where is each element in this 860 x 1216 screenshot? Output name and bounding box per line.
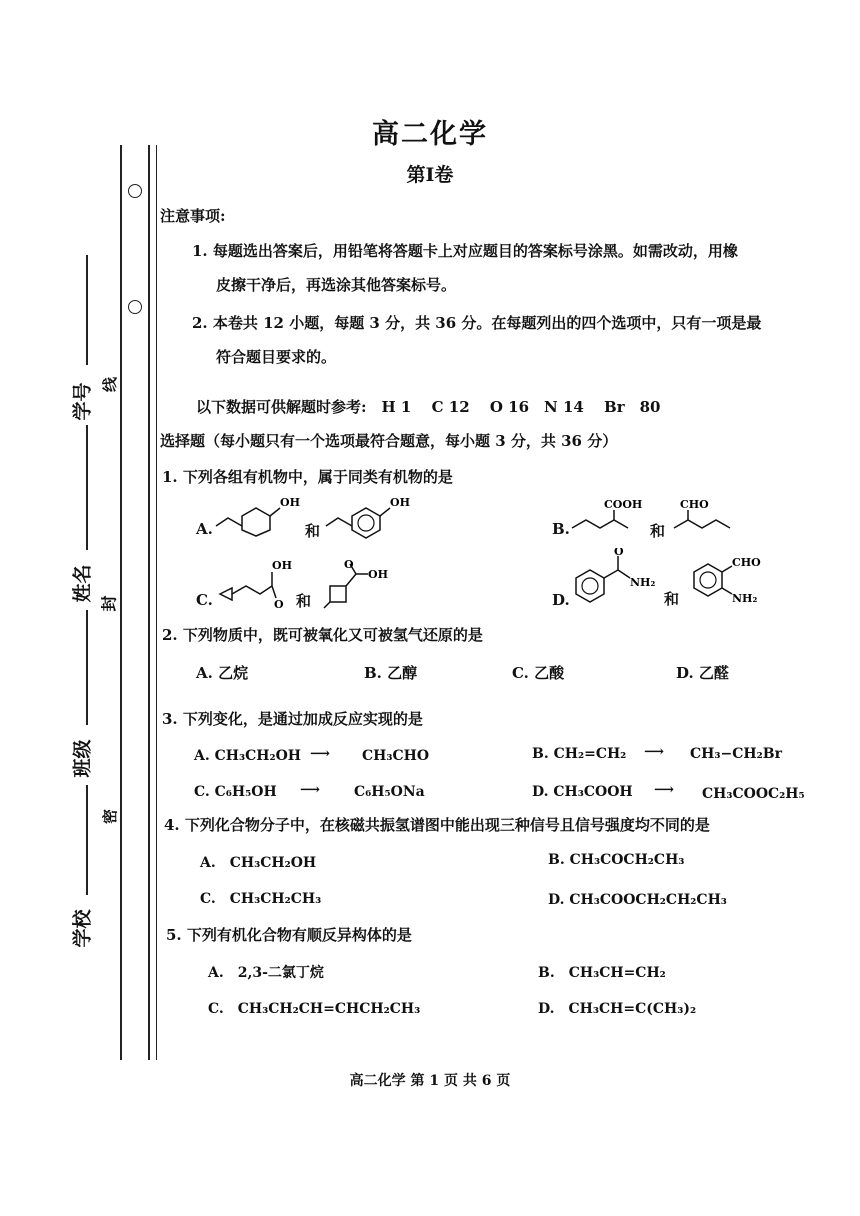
label-student-number: 学号 (71, 382, 94, 421)
q3-option-a-arrow: ⟶ (310, 746, 331, 762)
q1-b-acid (568, 498, 658, 538)
q1-c-oh-label: OH (272, 559, 292, 572)
q1-d-and: 和 (664, 590, 680, 608)
q3-option-c-arrow: ⟶ (300, 782, 321, 798)
blank-class[interactable] (86, 610, 88, 725)
q4-option-c[interactable]: C. CH₃CH₂CH₃ (200, 891, 322, 907)
q3-option-d-left[interactable]: D. CH₃COOH (532, 784, 633, 800)
punch-hole-bottom (128, 300, 142, 314)
note-1-line-2: 皮擦干净后，再选涂其他答案标号。 (216, 276, 457, 294)
svg-text:O: O (274, 598, 284, 608)
note-2-line-1: 2. 本卷共 12 小题，每题 3 分，共 36 分。在每题列出的四个选项中，只有一项是最 (192, 314, 762, 332)
q3-stem: 3. 下列变化，是通过加成反应实现的是 (162, 710, 423, 728)
q3-option-b-left[interactable]: B. CH₂=CH₂ (532, 746, 627, 762)
q5-option-a[interactable]: A. 2,3-二氯丁烷 (208, 965, 324, 981)
q2-stem: 2. 下列物质中，既可被氧化又可被氢气还原的是 (162, 626, 483, 644)
q1-d-benzamide (568, 548, 668, 608)
page-footer: 高二化学 第 1 页 共 6 页 (349, 1073, 511, 1089)
q1-option-b-letter[interactable]: B. (552, 520, 570, 538)
q1-c-and: 和 (296, 592, 312, 610)
q1-b-cooh-label: COOH (604, 498, 643, 511)
q3-option-c-right: C₆H₅ONa (354, 784, 425, 800)
q1-option-a-letter[interactable]: A. (196, 520, 213, 538)
q4-option-a[interactable]: A. CH₃CH₂OH (200, 855, 317, 871)
notes-heading: 注意事项: (160, 207, 226, 225)
q2-option-d[interactable]: D. 乙醛 (676, 664, 729, 682)
q3-option-a-left[interactable]: A. CH₃CH₂OH (194, 748, 302, 764)
q3-option-b-arrow: ⟶ (644, 744, 665, 760)
q3-option-d-arrow: ⟶ (654, 782, 675, 798)
note-1-line-1: 1. 每题选出答案后，用铅笔将答题卡上对应题目的答案标号涂黑。如需改动，用橡 (192, 242, 738, 260)
binding-line-inner (156, 145, 157, 1060)
q1-option-d-letter[interactable]: D. (552, 591, 570, 609)
q5-option-b[interactable]: B. CH₃CH=CH₂ (538, 965, 666, 981)
q1-d-nh2-label: NH₂ (630, 576, 656, 589)
q1-b-aldehyde (670, 498, 750, 538)
section-volume: 第I卷 (406, 164, 454, 186)
q3-option-d-right: CH₃COOC₂H₅ (702, 786, 805, 802)
q1-b-cho-label: CHO (680, 498, 709, 511)
section-heading: 选择题（每小题只有一个选项最符合题意，每小题 3 分，共 36 分） (160, 432, 618, 450)
q2-option-c[interactable]: C. 乙酸 (512, 664, 565, 682)
blank-school[interactable] (86, 785, 88, 895)
q1-b-and: 和 (650, 522, 666, 540)
q1-d2-nh2-label: NH₂ (732, 592, 758, 605)
q1-a-and: 和 (305, 522, 321, 540)
q1-d-aminobenzaldehyde (686, 554, 786, 610)
q1-c2-oh-label: OH (368, 568, 388, 581)
q1-c-cyclopropyl-acid (214, 558, 304, 608)
q5-option-d[interactable]: D. CH₃CH=C(CH₃)₂ (538, 1001, 697, 1017)
q1-a-phenol-oh-label: OH (390, 496, 410, 509)
q1-c-cyclobutane-acid (316, 560, 396, 610)
q1-a-cyclohexanol (212, 492, 302, 547)
q1-option-c-letter[interactable]: C. (196, 591, 213, 609)
binding-line-left (120, 145, 122, 1060)
q1-stem: 1. 下列各组有机物中，属于同类有机物的是 (162, 468, 453, 486)
q3-option-a-right: CH₃CHO (362, 748, 430, 764)
seal-feng: 封 (99, 595, 119, 612)
binding-line-right (148, 145, 150, 1060)
q3-option-c-left[interactable]: C. C₆H₅OH (194, 784, 277, 800)
q1-a-oh-label: OH (280, 496, 300, 509)
seal-mi: 密 (101, 808, 120, 825)
q4-option-b[interactable]: B. CH₃COCH₂CH₃ (548, 852, 685, 868)
label-class: 班级 (71, 739, 94, 778)
q4-option-d[interactable]: D. CH₃COOCH₂CH₂CH₃ (548, 892, 727, 908)
q2-option-b[interactable]: B. 乙醇 (364, 664, 418, 682)
note-2-line-2: 符合题目要求的。 (216, 348, 337, 366)
reference-data: 以下数据可供解题时参考: H 1 C 12 O 16 N 14 Br 80 (196, 398, 661, 416)
q4-stem: 4. 下列化合物分子中，在核磁共振氢谱图中能出现三种信号且信号强度均不同的是 (164, 816, 710, 834)
seal-xian: 线 (101, 376, 120, 393)
q1-a-phenol (322, 492, 422, 547)
svg-text:O: O (344, 560, 354, 571)
q2-option-a[interactable]: A. 乙烷 (196, 664, 249, 682)
q3-option-b-right: CH₃−CH₂Br (690, 746, 782, 762)
svg-text:O: O (614, 548, 624, 558)
q5-option-c[interactable]: C. CH₃CH₂CH=CHCH₂CH₃ (208, 1001, 421, 1017)
label-school: 学校 (71, 909, 94, 948)
label-name: 姓名 (71, 564, 94, 603)
blank-name[interactable] (86, 425, 88, 550)
page-title: 高二化学 (372, 119, 488, 150)
q1-d-cho-label: CHO (732, 556, 761, 569)
blank-student-number[interactable] (86, 255, 88, 365)
q5-stem: 5. 下列有机化合物有顺反异构体的是 (166, 926, 412, 944)
